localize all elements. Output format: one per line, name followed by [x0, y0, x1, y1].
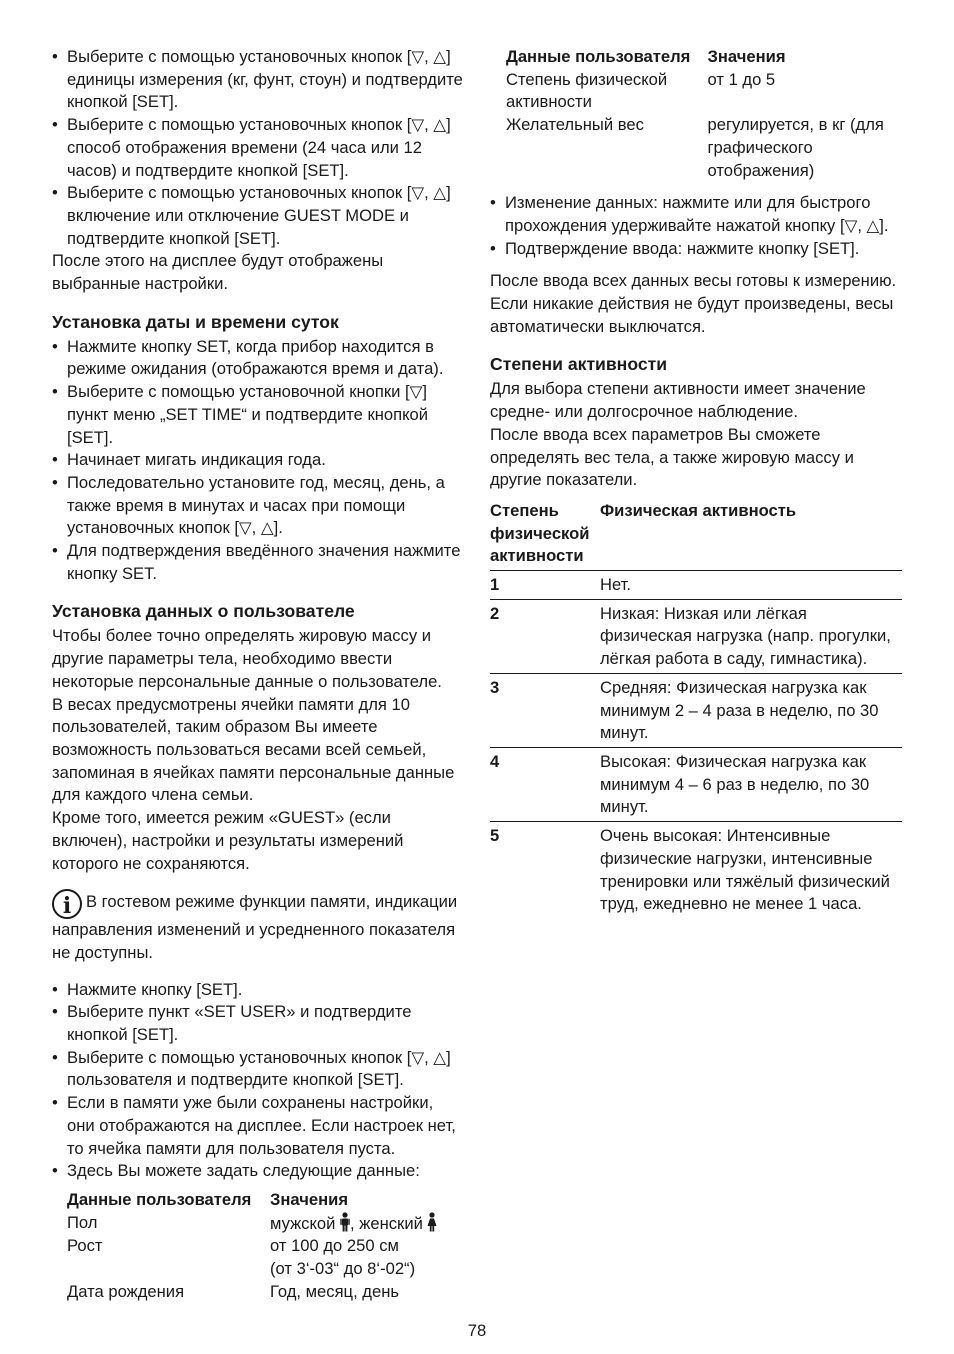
table-cell-description: Нет. [600, 575, 632, 595]
list-item: • Выберите с помощью установочных кнопок [▽, △] пользователя и подтвердите кнопкой [SET]. [52, 1047, 464, 1092]
list-item: • Нажмите кнопку [SET]. [52, 979, 464, 1002]
table-row [490, 747, 902, 821]
table-cell-value [270, 1235, 460, 1280]
table-cell-key: Дата рождения [67, 1281, 185, 1301]
info-icon: i [52, 889, 82, 919]
table-cell-description: Низкая: Низкая или лёгкая физическая нагрузка (напр. прогулки, лёгкая работа в саду, гимнастика). [600, 603, 891, 669]
list-item: • Начинает мигать индикация года. [52, 449, 464, 472]
list-item: • Выберите с помощью установочной кнопки [▽] пункт меню „SET TIME“ и подтвердите кнопкой [SET]. [52, 381, 464, 449]
table-cell-key: Желательный вес [506, 115, 644, 135]
table-header-level: Степень физической активности [490, 500, 590, 566]
info-note-text: В гостевом режиме функции памяти, индикации направления изменений и усредненного показателя не доступны. [52, 892, 458, 962]
height-range-ft: (от 3‘-03“ до 8‘-02“) [270, 1259, 416, 1279]
table-row [67, 1235, 460, 1280]
activity-paragraph-1: Для выбора степени активности имеет значение средне- или долгосрочное наблюдение. [490, 379, 866, 422]
list-item: • Для подтверждения введённого значения нажмите кнопку SET. [52, 540, 464, 585]
table-cell-description: Высокая: Физическая нагрузка как минимум 4 – 6 раз в неделю, по 30 минут. [600, 751, 870, 817]
table-cell-level: 3 [490, 677, 500, 697]
list-item: • Здесь Вы можете задать следующие данные: [52, 1160, 464, 1183]
input-bullet-list [490, 192, 902, 260]
table-row [490, 571, 902, 600]
table-cell-level: 1 [490, 575, 500, 595]
table-row [67, 1281, 460, 1304]
table-header-row [490, 500, 902, 571]
intro-after-paragraph: После этого на дисплее будут отображены выбранные настройки. [52, 251, 384, 294]
table-row [490, 822, 902, 918]
table-cell-level: 4 [490, 751, 500, 771]
activity-table [490, 500, 902, 918]
after-input-paragraph: После ввода всех данных весы готовы к измерению. Если никакие действия не будут произведены, весы автоматически выключатся. [490, 271, 897, 336]
table-header-row [506, 46, 902, 69]
user-paragraph-3: Кроме того, имеется режим «GUEST» (если включен), настройки и результаты измерений которого не сохраняются. [52, 808, 404, 873]
table-header-value: Значения [270, 1189, 349, 1209]
intro-bullet-list [52, 46, 464, 250]
list-item: • Изменение данных: нажмите или для быстрого прохождения удерживайте нажатой кнопку [▽, △]. [490, 192, 902, 237]
user-paragraph-2: В весах предусмотрены ячейки памяти для 10 пользователей, таким образом Вы имеете возможность пользоваться весами всей семьей, запоминая в ячейках памяти персональные данные для каждого члена семьи. [52, 694, 455, 805]
table-row [490, 599, 902, 673]
user-paragraph-1: Чтобы более точно определять жировую массу и другие параметры тела, необходимо ввести некоторые персональные данные о пользователе. [52, 626, 442, 691]
activity-paragraph-2: После ввода всех параметров Вы сможете определять вес тела, а также жировую массу и другие показатели. [490, 424, 854, 490]
table-header-row [67, 1189, 460, 1212]
table-cell-level: 5 [490, 826, 500, 846]
table-cell-key: Степень физической активности [506, 69, 668, 112]
left-column [52, 46, 464, 1303]
table-header-value: Значения [707, 47, 786, 66]
list-item: • Подтверждение ввода: нажмите кнопку [SET]. [490, 238, 902, 261]
user-data-heading: Установка данных о пользователе [52, 601, 355, 622]
table-header-description: Физическая активность [600, 500, 797, 520]
date-bullet-list [52, 336, 464, 586]
list-item: • Выберите с помощью установочных кнопок [▽, △] способ отображения времени (24 часа или 12 часов) и подтвердите кнопкой [SET]. [52, 114, 464, 182]
list-item: • Выберите с помощью установочных кнопок [▽, △] включение или отключение GUEST MODE и подтвердите кнопкой [SET]. [52, 182, 464, 250]
table-row [490, 673, 902, 747]
table-cell-description: Средняя: Физическая нагрузка как минимум 2 – 4 раза в неделю, по 30 минут. [600, 677, 879, 743]
table-cell-value: от 1 до 5 [707, 69, 776, 89]
female-person-icon [427, 1212, 437, 1232]
list-item: • Если в памяти уже были сохранены настройки, они отображаются на дисплее. Если настроек нет, то ячейка памяти для пользователя пуста. [52, 1092, 464, 1160]
date-time-heading: Установка даты и времени суток [52, 311, 339, 332]
table-cell-key: Пол [67, 1212, 98, 1232]
page-number: 78 [467, 1321, 487, 1340]
table-cell-value: регулируется, в кг (для графического отображения) [707, 115, 884, 180]
list-item: • Выберите пункт «SET USER» и подтвердите кнопкой [SET]. [52, 1001, 464, 1046]
male-person-icon [340, 1212, 350, 1232]
table-cell-key: Рост [67, 1236, 103, 1256]
table-cell-value [270, 1212, 460, 1236]
right-column [490, 46, 902, 918]
table-header-key: Данные пользователя [506, 47, 691, 66]
table-header-key: Данные пользователя [67, 1189, 252, 1209]
table-row [67, 1212, 460, 1236]
table-cell-value: Год, месяц, день [270, 1281, 400, 1301]
gender-female-label: , женский [350, 1213, 423, 1233]
info-note [52, 889, 464, 964]
user-data-table [67, 1189, 460, 1304]
gender-male-label: мужской [270, 1213, 336, 1233]
activity-heading: Степени активности [490, 354, 668, 375]
list-item: • Выберите с помощью установочных кнопок [▽, △] единицы измерения (кг, фунт, стоун) и подтвердите кнопкой [SET]. [52, 46, 464, 114]
table-cell-level: 2 [490, 603, 500, 623]
table-row [506, 69, 902, 114]
height-range-cm: от 100 до 250 см [270, 1236, 399, 1256]
user-bullet-list [52, 979, 464, 1183]
table-row [506, 114, 902, 182]
list-item: • Нажмите кнопку SET, когда прибор находится в режиме ожидания (отображаются время и дата). [52, 336, 464, 381]
table-cell-description: Очень высокая: Интенсивные физические нагрузки, интенсивные тренировки или тяжёлый физический труд, ежедневно не менее 1 часа. [600, 826, 890, 914]
list-item: • Последовательно установите год, месяц, день, а также время в минутах и часах при помощи установочных кнопок [▽, △]. [52, 472, 464, 540]
user-data-table-continued [506, 46, 902, 182]
